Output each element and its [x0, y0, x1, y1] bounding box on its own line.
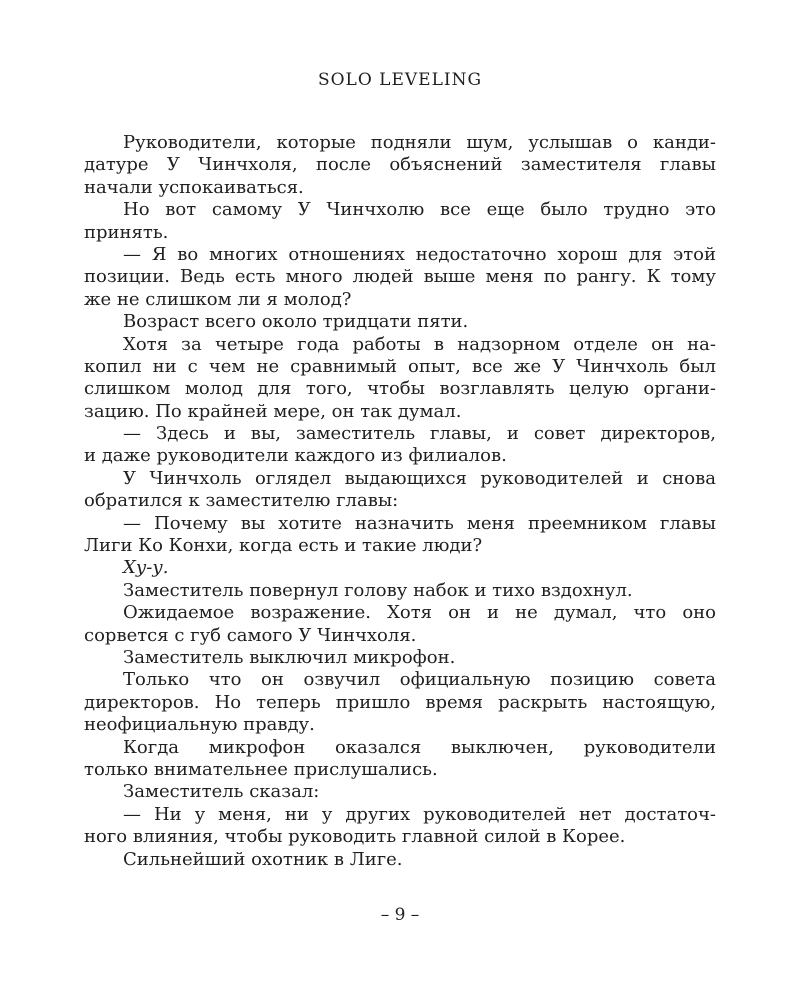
text-line: — Я во многих отношениях недостаточно хорош для этой — [123, 243, 716, 265]
text-line: принять. — [84, 221, 169, 243]
text-line: У Чинчхоль оглядел выдающихся руководителей и снова — [123, 467, 716, 489]
text-line: Заместитель выключил микрофон. — [123, 646, 456, 668]
text-line: Только что он озвучил официальную позицию совета — [123, 669, 716, 691]
text-line: Когда микрофон оказался выключен, руководители — [123, 736, 716, 758]
text-line: — Ни у меня, ни у других руководителей нет достаточ- — [123, 803, 716, 825]
text-line: неофициальную правду. — [84, 714, 315, 736]
text-line: сорвется с губ самого У Чинчхоля. — [84, 624, 417, 646]
text-line: Заместитель сказал: — [123, 781, 320, 803]
text-line: Руководители, которые подняли шум, услышав о канди- — [123, 132, 716, 153]
text-line: только внимательнее прислушались. — [84, 758, 438, 780]
text-line: Но вот самому У Чинчхолю все еще было трудно это — [123, 199, 716, 221]
text-line: обратился к заместителю главы: — [84, 490, 399, 512]
text-line: ного влияния, чтобы руководить главной силой в Корее. — [84, 826, 626, 848]
running-title: SOLO LEVELING — [317, 70, 483, 90]
text-line: копил ни с чем не сравнимый опыт, все же У Чинчхоль был — [84, 355, 716, 377]
text-line: слишком молод для того, чтобы возглавлять целую органи- — [84, 378, 716, 400]
text-line: Ожидаемое возражение. Хотя он и не думал, что оно — [123, 602, 716, 624]
body-text — [84, 132, 716, 871]
text-line: Возраст всего около тридцати пяти. — [123, 311, 469, 333]
text-line: — Здесь и вы, заместитель главы, и совет директоров, — [123, 423, 716, 445]
text-line: позиции. Ведь есть много людей выше меня по рангу. К тому — [84, 266, 716, 288]
text-line: начали успокаиваться. — [84, 176, 304, 198]
text-line: датуре У Чинчхоля, после объяснений заместителя главы — [84, 154, 716, 176]
text-line: же не слишком ли я молод? — [84, 288, 352, 310]
text-line: Заместитель повернул голову набок и тихо вздохнул. — [123, 579, 633, 601]
text-line: Лиги Ко Конхи, когда есть и такие люди? — [84, 535, 483, 557]
text-line: зацию. По крайней мере, он так думал. — [84, 400, 462, 422]
text-line: — Почему вы хотите назначить меня преемником главы — [123, 512, 716, 534]
text-line: Хотя за четыре года работы в надзорном отделе он на- — [123, 333, 716, 355]
text-line: директоров. Но теперь пришло время раскрыть настоящую, — [84, 691, 716, 713]
text-line: Сильнейший охотник в Лиге. — [123, 848, 403, 870]
text-line: и даже руководители каждого из филиалов. — [84, 445, 507, 467]
text-line: Ху-у. — [123, 557, 169, 579]
page-number: – 9 – — [380, 905, 420, 925]
